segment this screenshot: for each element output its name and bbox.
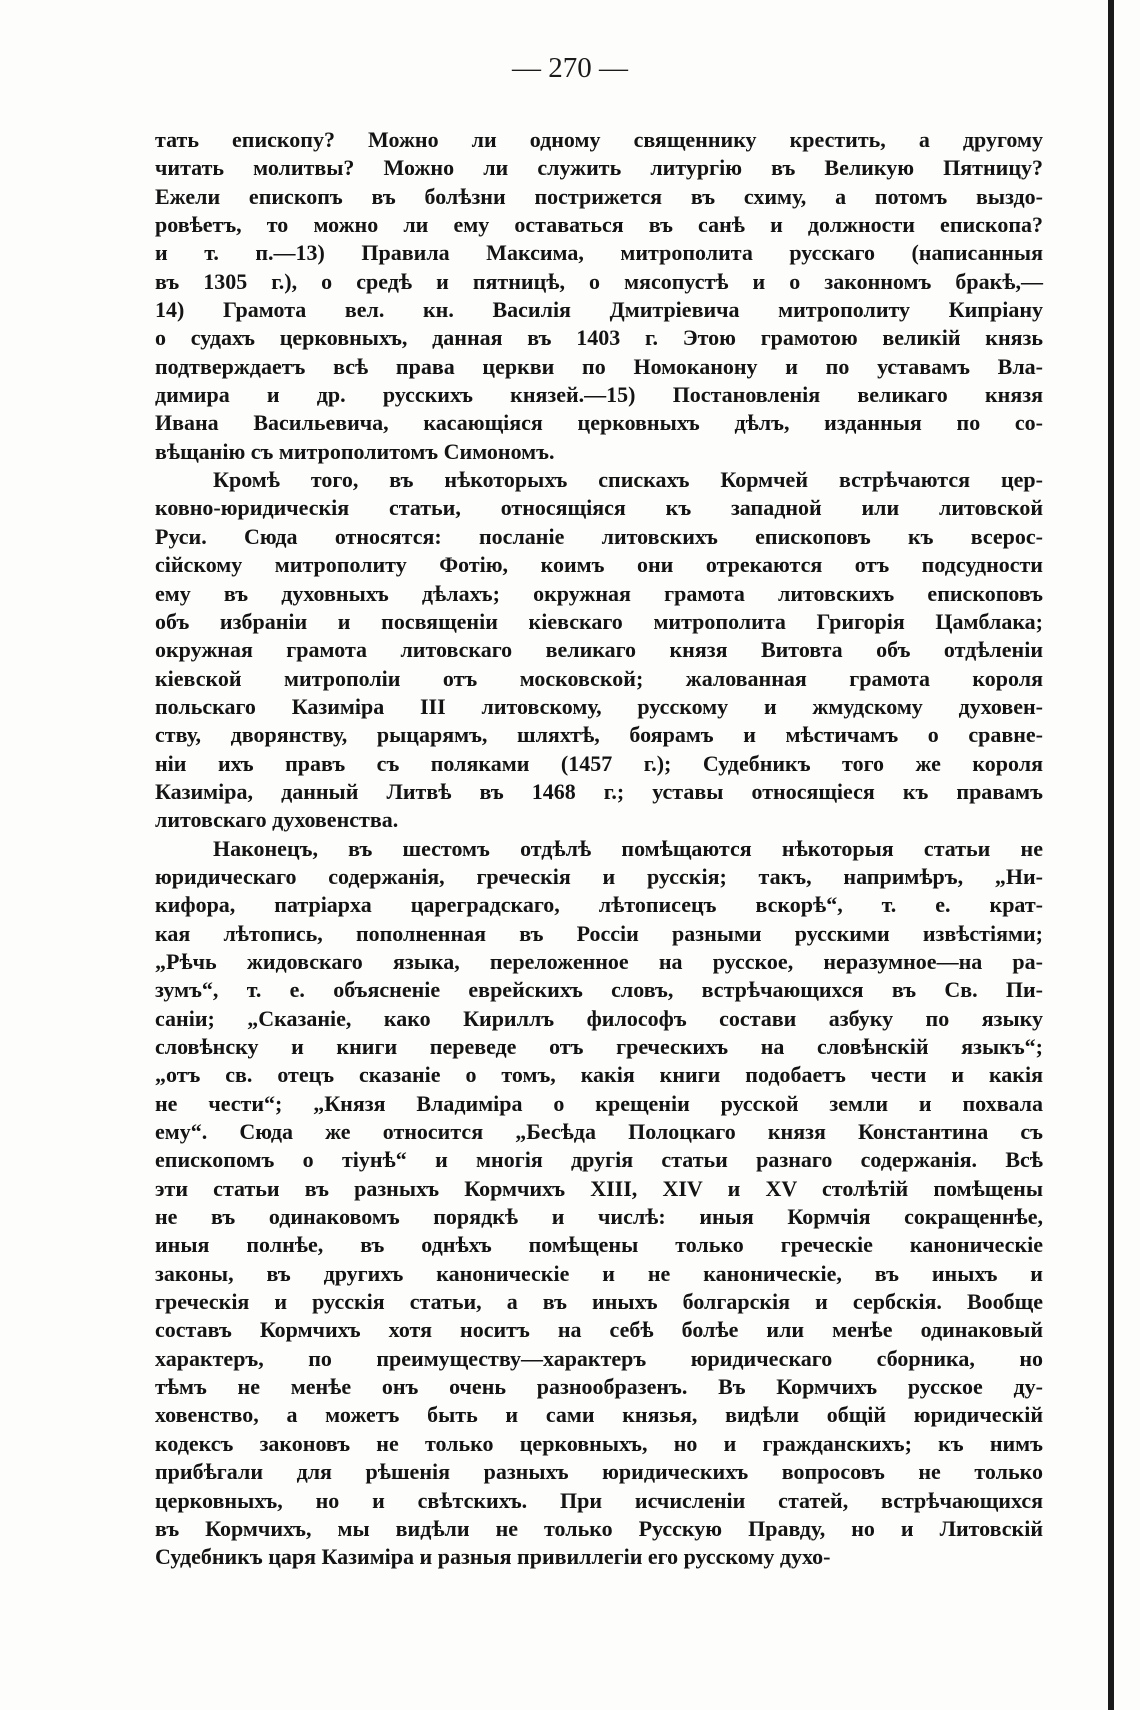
text-line: литовскаго духовенства. xyxy=(155,807,399,833)
text-line: не въ одинаковомъ порядкѣ и числѣ: иныя Кормчія сокращеннѣе, xyxy=(155,1204,1043,1230)
text-line: окружная грамота литовскаго великаго князя Витовта объ отдѣленіи xyxy=(155,637,1043,663)
text-line: законы, въ другихъ каноническіе и не каноническіе, въ иныхъ и xyxy=(155,1260,1043,1286)
page-edge-shadow xyxy=(1108,0,1114,1710)
text-line: ству, дворянству, рыцарямъ, шляхтѣ, боярамъ и мѣстичамъ о сравне- xyxy=(155,722,1043,748)
text-line: саніи; „Сказаніе, како Кириллъ философъ состави азбуку по языку xyxy=(155,1005,1043,1031)
text-line: сійскому митрополиту Фотію, коимъ они отрекаются отъ подсудности xyxy=(155,552,1043,578)
body-text xyxy=(155,126,1043,1572)
text-line: подтверждаетъ всѣ права церкви по Номоканону и по уставамъ Вла- xyxy=(155,353,1043,379)
text-line: ніи ихъ правъ съ поляками (1457 г.); Судебникъ того же короля xyxy=(155,750,1043,776)
text-line: кифора, патріарха цареградскаго, лѣтописецъ вскорѣ“, т. е. крат- xyxy=(155,892,1043,918)
text-line: прибѣгали для рѣшенія разныхъ юридическихъ вопросовъ не только xyxy=(155,1459,1043,1485)
text-line: 14) Грамота вел. кн. Василія Дмитріевича митрополиту Кипріану xyxy=(155,297,1043,323)
text-line: эти статьи въ разныхъ Кормчихъ XIII, XIV и XV столѣтій помѣщены xyxy=(155,1175,1043,1201)
text-line: Руси. Сюда относятся: посланіе литовскихъ епископовъ къ всерос- xyxy=(155,523,1043,549)
text-line: въ Кормчихъ, мы видѣли не только Русскую Правду, но и Литовскій xyxy=(155,1515,1043,1541)
text-line: о судахъ церковныхъ, данная въ 1403 г. Этою грамотою великій князь xyxy=(155,325,1043,351)
text-line: Ивана Васильевича, касающіяся церковныхъ дѣлъ, изданныя по со- xyxy=(155,410,1043,436)
text-line: ему въ духовныхъ дѣлахъ; окружная грамота литовскихъ епископовъ xyxy=(155,580,1043,606)
text-line: читать молитвы? Можно ли служить литургію въ Великую Пятницу? xyxy=(155,155,1043,181)
text-line: ровѣетъ, то можно ли ему оставаться въ санѣ и должности епископа? xyxy=(155,212,1043,238)
text-line: тѣмъ не менѣе онъ очень разнообразенъ. Въ Кормчихъ русское ду- xyxy=(155,1374,1043,1400)
text-line: въ 1305 г.), о средѣ и пятницѣ, о мясопустѣ и о законномъ бракѣ,— xyxy=(155,268,1043,294)
text-line: тать епископу? Можно ли одному священнику крестить, а другому xyxy=(155,127,1043,152)
text-line: объ избраніи и посвященіи кіевскаго митрополита Григорія Цамблака; xyxy=(155,608,1043,634)
text-line: Наконецъ, въ шестомъ отдѣлѣ помѣщаются нѣкоторыя статьи не xyxy=(213,835,1043,861)
text-line: словѣнску и книги переведе отъ греческихъ на словѣнскій языкъ“; xyxy=(155,1034,1043,1059)
text-line: составъ Кормчихъ хотя носитъ на себѣ болѣе или менѣе одинаковый xyxy=(155,1317,1043,1343)
text-line: Кромѣ того, въ нѣкоторыхъ спискахъ Кормчей встрѣчаются цер- xyxy=(213,467,1043,493)
text-line: зумъ“, т. е. объясненіе еврейскихъ словъ, встрѣчающихся въ Св. Пи- xyxy=(155,977,1043,1003)
text-line: „Рѣчь жидовскаго языка, переложенное на русское, неразумное—на ра- xyxy=(155,948,1043,974)
text-line: кіевской митрополіи отъ московской; жалованная грамота короля xyxy=(155,665,1043,691)
text-line: ховенство, а можетъ быть и сами князья, видѣли общій юридическій xyxy=(155,1402,1043,1428)
text-line: вѣщанію съ митрополитомъ Симономъ. xyxy=(155,438,555,464)
text-line: Казиміра, данный Литвѣ въ 1468 г.; уставы относящіеся къ правамъ xyxy=(155,778,1043,804)
text-line: не чести“; „Князя Владиміра о крещеніи русской земли и похвала xyxy=(155,1090,1043,1116)
text-line: ему“. Сюда же относится „Бесѣда Полоцкаго князя Константина съ xyxy=(155,1119,1043,1145)
text-line: юридическаго содержанія, греческія и русскія; такъ, напримѣръ, „Ни- xyxy=(155,863,1043,889)
paragraph-1 xyxy=(155,126,1043,466)
paragraph-2 xyxy=(155,466,1043,834)
text-line: церковныхъ, но и свѣтскихъ. При исчисленіи статей, встрѣчающихся xyxy=(155,1487,1043,1513)
text-line: димира и др. русскихъ князей.—15) Постановленія великаго князя xyxy=(155,382,1043,408)
text-line: ковно-юридическія статьи, относящіяся къ западной или литовской xyxy=(155,495,1043,521)
page-number: — 270 — xyxy=(512,52,628,84)
text-line: и т. п.—13) Правила Максима, митрополита русскаго (написанныя xyxy=(155,240,1043,266)
text-line: греческія и русскія статьи, а въ иныхъ болгарскія и сербскія. Вообще xyxy=(155,1289,1043,1315)
paragraph-3 xyxy=(155,835,1043,1572)
text-line: польскаго Казиміра III литовскому, русскому и жмудскому духовен- xyxy=(155,693,1043,719)
text-line: характеръ, по преимуществу—характеръ юридическаго сборника, но xyxy=(155,1345,1043,1371)
text-line: кая лѣтопись, пополненная въ Россіи разными русскими извѣстіями; xyxy=(155,920,1043,946)
text-line: епископомъ о тіунѣ“ и многія другія статьи разнаго содержанія. Всѣ xyxy=(155,1147,1043,1173)
text-line: Судебникъ царя Казиміра и разныя привиллегіи его русскому духо- xyxy=(155,1544,831,1570)
text-line: иныя полнѣе, въ однѣхъ помѣщены только греческіе каноническіе xyxy=(155,1232,1043,1258)
text-line: „отъ св. отецъ сказаніе о томъ, какія книги подобаетъ чести и какія xyxy=(155,1062,1043,1088)
text-line: кодексъ законовъ не только церковныхъ, но и гражданскихъ; къ нимъ xyxy=(155,1430,1043,1456)
text-line: Ежели епископъ въ болѣзни пострижется въ схиму, а потомъ выздо- xyxy=(155,183,1043,209)
